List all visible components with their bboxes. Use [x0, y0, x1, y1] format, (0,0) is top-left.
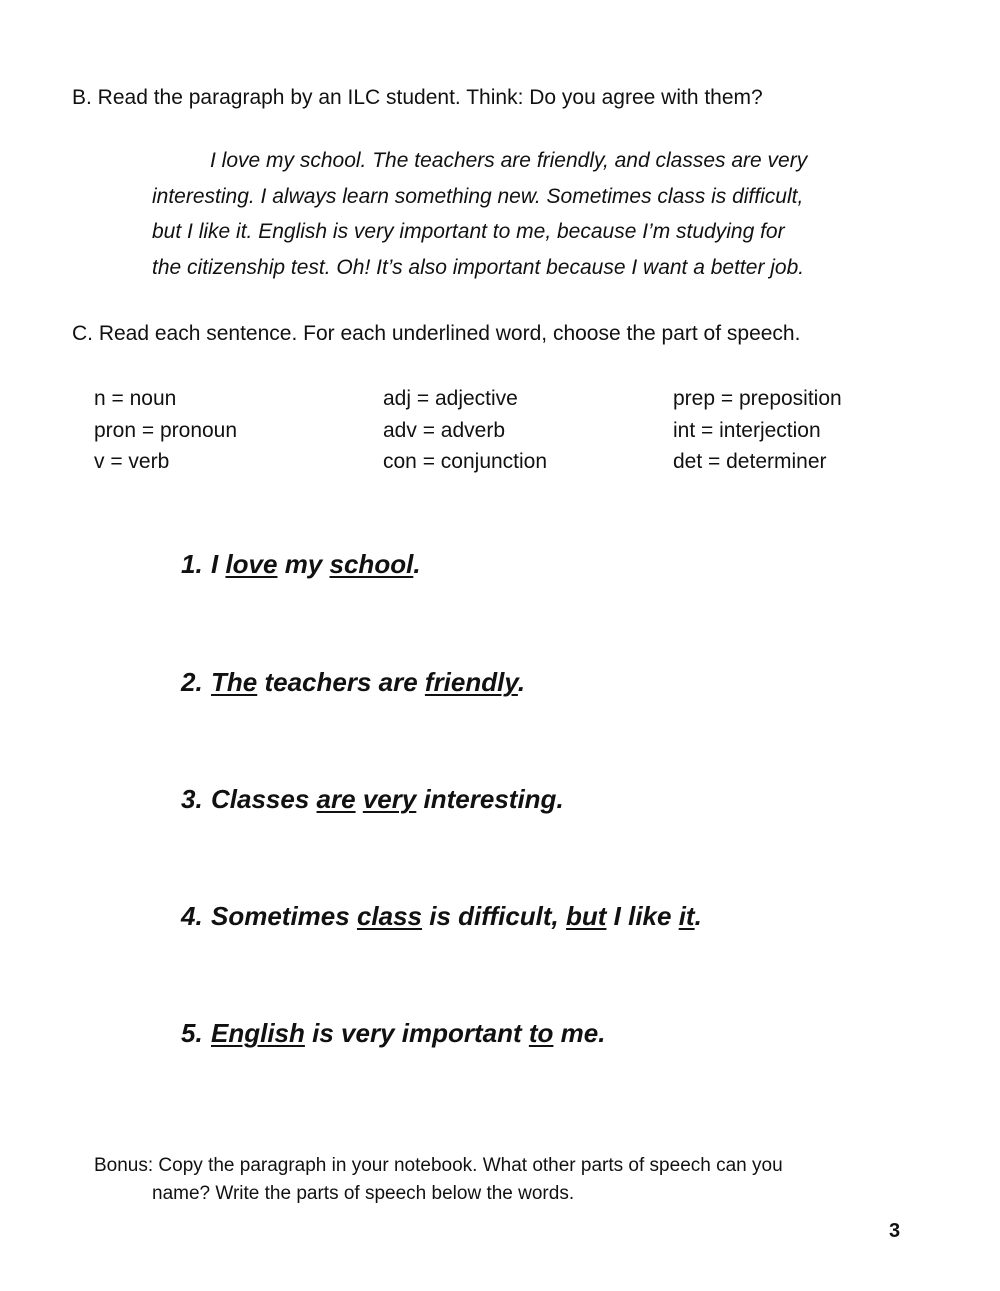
underlined-word: The	[211, 667, 258, 697]
sentence-text: Classes	[211, 784, 317, 814]
sentence-5	[181, 1018, 605, 1049]
sentence-text: .	[517, 667, 526, 697]
paragraph-line: the citizenship test. Oh! It’s also important because I want a better job.	[152, 255, 805, 279]
legend-column-1	[94, 383, 237, 478]
paragraph-line: interesting. I always learn something new. Sometimes class is difficult,	[152, 184, 804, 208]
legend-column-2	[383, 383, 547, 478]
underlined-word: to	[528, 1018, 554, 1048]
legend-item: adj = adjective	[383, 387, 518, 410]
underlined-word: but	[566, 901, 607, 931]
sentence-text: interesting.	[416, 784, 564, 814]
sentence-text: .	[694, 901, 702, 931]
underlined-word: friendly	[424, 667, 518, 697]
legend-item: v = verb	[94, 450, 170, 473]
section-b-instruction: B. Read the paragraph by an ILC student. Think: Do you agree with them?	[72, 86, 763, 109]
bonus-instruction	[94, 1152, 783, 1208]
underlined-word: very	[362, 784, 417, 814]
sentence-number: 3.	[181, 784, 203, 814]
sentence-text: is difficult,	[422, 901, 567, 931]
legend-item: n = noun	[94, 387, 177, 410]
sentence-number: 5.	[181, 1018, 203, 1048]
underlined-word: love	[225, 549, 278, 579]
legend-item: adv = adverb	[383, 418, 506, 442]
sentence-number: 2.	[181, 667, 203, 697]
sentence-1	[181, 549, 421, 580]
sentence-text: .	[413, 549, 421, 579]
sentence-text: teachers are	[257, 667, 425, 697]
underlined-word: school	[329, 549, 414, 579]
sentence-number: 4.	[181, 901, 203, 931]
sentence-text: I like	[606, 901, 679, 931]
sentence-3	[181, 784, 564, 815]
bonus-line: name? Write the parts of speech below the words.	[152, 1183, 575, 1204]
sentence-text: me.	[553, 1018, 606, 1048]
section-c-instruction: C. Read each sentence. For each underlined word, choose the part of speech.	[72, 322, 801, 345]
underlined-word: class	[356, 901, 423, 931]
legend-item: con = conjunction	[383, 450, 548, 473]
paragraph-line: I love my school. The teachers are friendly, and classes are very	[210, 149, 808, 172]
legend-column-3	[673, 383, 842, 478]
sentence-text: Sometimes	[211, 901, 357, 931]
underlined-word: English	[211, 1018, 305, 1048]
page-number: 3	[889, 1220, 901, 1242]
sentence-text: is very important	[304, 1018, 529, 1048]
bonus-line: Bonus: Copy the paragraph in your notebook. What other parts of speech can you	[94, 1155, 783, 1176]
student-paragraph	[152, 143, 912, 285]
legend-item: prep = preposition	[673, 387, 842, 410]
paragraph-line: but I like it. English is very important to me, because I’m studying for	[152, 220, 785, 243]
underlined-word: are	[316, 784, 356, 814]
sentence-text: my	[277, 549, 330, 579]
legend-item: det = determiner	[673, 450, 827, 473]
sentence-text	[356, 784, 363, 814]
sentence-text: I	[211, 549, 226, 579]
sentence-number: 1.	[181, 549, 203, 579]
underlined-word: it	[678, 901, 695, 931]
sentence-2	[181, 667, 525, 698]
legend-item: int = interjection	[673, 418, 821, 442]
sentence-4	[181, 901, 702, 932]
legend-item: pron = pronoun	[94, 418, 238, 442]
